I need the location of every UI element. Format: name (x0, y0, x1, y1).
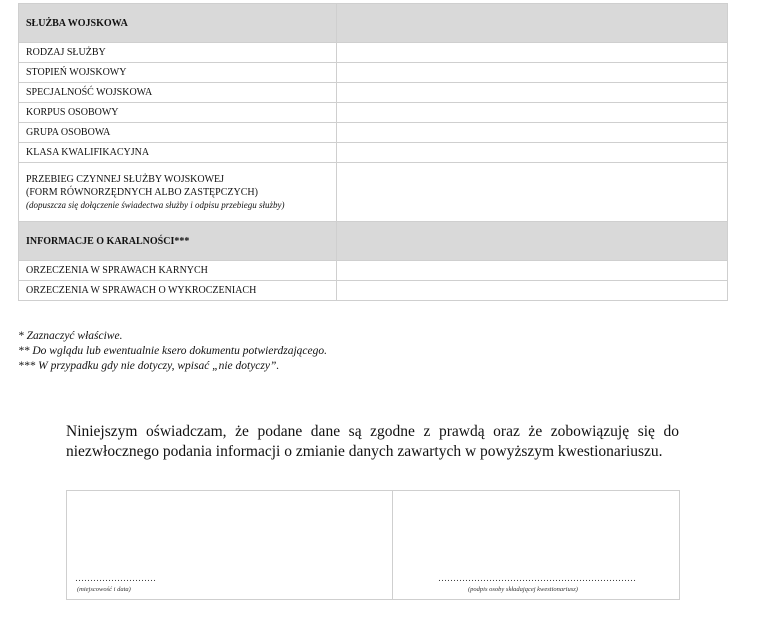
row-label-line: PRZEBIEG CZYNNEJ SŁUŻBY WOJSKOWEJ (26, 174, 225, 185)
declaration-text: Niniejszym oświadczam, że podane dane są zgodne z prawdą oraz że zobowiązuję się do niezwłocznego podania informacji o zmianie danych zawartych w powyższym kwestionariuszu. (66, 423, 679, 460)
row-value-field[interactable] (337, 281, 728, 301)
table-row (19, 103, 728, 123)
row-label: SPECJALNOŚĆ WOJSKOWA (19, 83, 337, 103)
row-label: ORZECZENIA W SPRAWACH KARNYCH (19, 261, 337, 281)
row-label: KORPUS OSOBOWY (19, 103, 337, 123)
signature-field[interactable] (393, 491, 679, 599)
section-title: INFORMACJE O KARALNOŚCI*** (19, 222, 337, 261)
section-header-blank (337, 4, 728, 43)
table-row (19, 261, 728, 281)
table-row (19, 83, 728, 103)
signature-dotted-line: ………………………………………………………… (438, 573, 636, 583)
signature-box (66, 490, 680, 600)
row-value-field[interactable] (337, 163, 728, 222)
section-header-criminal-record (19, 222, 728, 261)
footnote: * Zaznaczyć właściwe. (18, 330, 123, 342)
footnotes (18, 329, 327, 374)
row-label: ORZECZENIA W SPRAWACH O WYKROCZENIACH (19, 281, 337, 301)
row-value-field[interactable] (337, 143, 728, 163)
place-date-field[interactable] (67, 491, 393, 599)
row-value-field[interactable] (337, 103, 728, 123)
table-row (19, 123, 728, 143)
row-label: KLASA KWALIFIKACYJNA (19, 143, 337, 163)
table-row (19, 143, 728, 163)
row-label-line: (FORM RÓWNORZĘDNYCH ALBO ZASTĘPCZYCH) (26, 187, 258, 198)
section-header-blank (337, 222, 728, 261)
row-value-field[interactable] (337, 43, 728, 63)
questionnaire-table (18, 3, 728, 301)
row-value-field[interactable] (337, 261, 728, 281)
row-value-field[interactable] (337, 63, 728, 83)
row-label-service-history (19, 163, 337, 222)
footnote: *** W przypadku gdy nie dotyczy, wpisać „nie dotyczy”. (18, 360, 280, 372)
signature-caption: (podpis osoby składającej kwestionariusz) (468, 586, 578, 593)
row-value-field[interactable] (337, 83, 728, 103)
row-label: GRUPA OSOBOWA (19, 123, 337, 143)
table-row (19, 43, 728, 63)
table-row (19, 281, 728, 301)
row-label: RODZAJ SŁUŻBY (19, 43, 337, 63)
row-note: (dopuszcza się dołączenie świadectwa służby i odpisu przebiegu służby) (26, 200, 285, 210)
table-row (19, 63, 728, 83)
section-title: SŁUŻBA WOJSKOWA (19, 4, 337, 43)
footnote: ** Do wglądu lub ewentualnie ksero dokumentu potwierdzającego. (18, 345, 327, 357)
row-value-field[interactable] (337, 123, 728, 143)
place-date-dotted-line: ……………………… (75, 573, 156, 583)
table-row-service-history (19, 163, 728, 222)
row-label: STOPIEŃ WOJSKOWY (19, 63, 337, 83)
section-header-military-service (19, 4, 728, 43)
place-date-caption: (miejscowość i data) (77, 586, 131, 593)
